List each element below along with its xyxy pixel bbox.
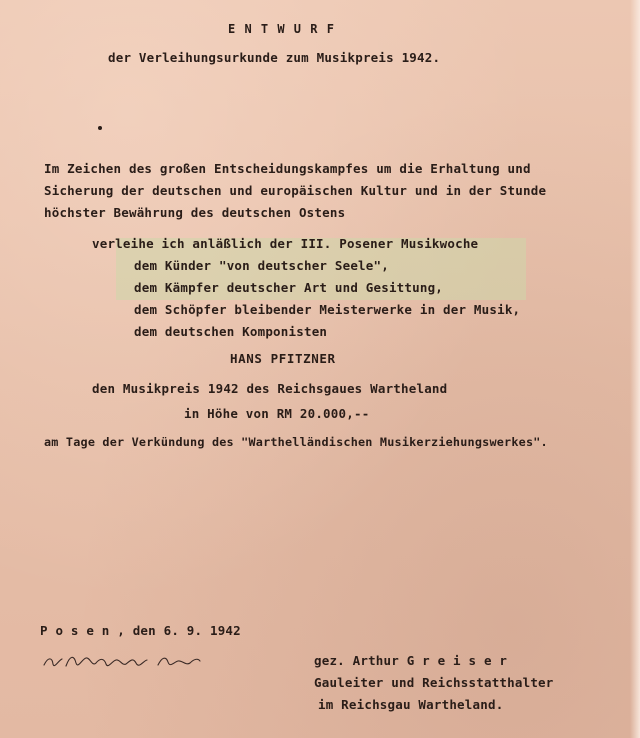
ink-dot — [98, 126, 102, 130]
award-line-1: den Musikpreis 1942 des Reichsgaues Wartheland — [92, 381, 448, 396]
signature-line-3: im Reichsgau Wartheland. — [318, 697, 504, 712]
recipient-name: HANS PFITZNER — [230, 351, 336, 366]
document-heading: E N T W U R F — [228, 22, 335, 36]
intro-line-3: höchster Bewährung des deutschen Ostens — [44, 205, 346, 220]
body-line-3: dem Kämpfer deutscher Art und Gesittung, — [134, 280, 444, 295]
body-line-4: dem Schöpfer bleibender Meisterwerke in der Musik, — [134, 302, 521, 317]
award-line-2: in Höhe von RM 20.000,-- — [184, 406, 370, 421]
signature-line-2: Gauleiter und Reichsstatthalter — [314, 675, 554, 690]
body-line-2: dem Künder "von deutscher Seele", — [134, 258, 389, 273]
intro-line-2: Sicherung der deutschen und europäischen Kultur und in der Stunde — [44, 183, 547, 198]
award-line-3: am Tage der Verkündung des "Warthelländischen Musikerziehungswerkes". — [44, 435, 548, 449]
signature-line-1: gez. Arthur G r e i s e r — [314, 653, 508, 668]
body-line-1: verleihe ich anläßlich der III. Posener Musikwoche — [92, 236, 479, 251]
place-date: P o s e n , den 6. 9. 1942 — [40, 623, 241, 638]
body-line-5: dem deutschen Komponisten — [134, 324, 328, 339]
paper-edge — [630, 0, 640, 738]
handwritten-note — [40, 649, 210, 673]
intro-line-1: Im Zeichen des großen Entscheidungskampfes um die Erhaltung und — [44, 161, 531, 176]
document-subheading: der Verleihungsurkunde zum Musikpreis 1942. — [108, 50, 441, 65]
